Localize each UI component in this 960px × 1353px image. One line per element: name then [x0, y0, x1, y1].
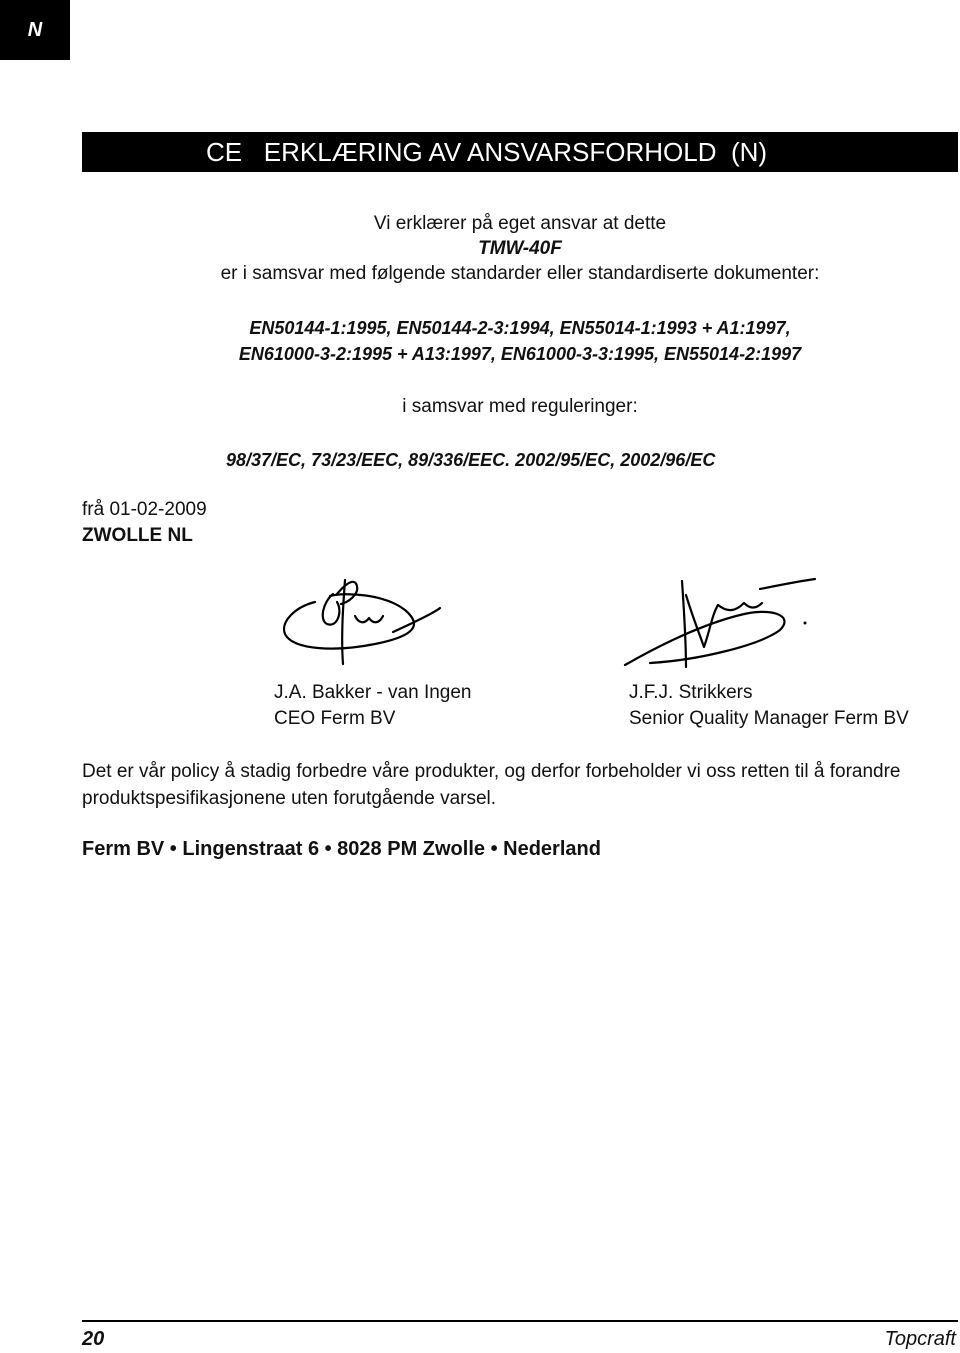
policy-statement: Det er vår policy å stadig forbedre våre produkter, og derfor forbeholder vi oss retten til å forandre produktspesifikasjonene uten forutgående varsel.	[82, 761, 901, 809]
issue-date: frå 01-02-2009	[82, 499, 207, 520]
signatory-2-role: Senior Quality Manager Ferm BV	[629, 708, 909, 729]
page-number: 20	[82, 1328, 105, 1350]
page-title: CE ERKLÆRING AV ANSVARSFORHOLD (N)	[206, 137, 768, 167]
language-tab	[0, 0, 70, 60]
signature-2-image	[620, 575, 820, 670]
brand-name: Topcraft	[884, 1328, 956, 1350]
signatory-1-name: J.A. Bakker - van Ingen	[274, 682, 472, 703]
standards-line-1: EN50144-1:1995, EN50144-2-3:1994, EN55014-1:1993 + A1:1997,	[249, 318, 791, 338]
directives-list: 98/37/EC, 73/23/EEC, 89/336/EEC. 2002/95/EC, 2002/96/EC	[226, 450, 716, 470]
language-code: N	[27, 18, 43, 41]
signature-1-image	[275, 572, 445, 672]
signatory-2-name: J.F.J. Strikkers	[629, 682, 753, 703]
model-name: TMW-40F	[478, 238, 562, 259]
conformity-statement: er i samsvar med følgende standarder eller standardiserte dokumenter:	[220, 263, 820, 284]
footer-divider	[82, 1320, 958, 1322]
title-bar	[82, 132, 958, 172]
company-address: Ferm BV • Lingenstraat 6 • 8028 PM Zwolle • Nederland	[82, 838, 601, 860]
signatory-1-role: CEO Ferm BV	[274, 708, 396, 729]
declaration-intro: Vi erklærer på eget ansvar at dette	[373, 213, 667, 234]
standards-line-2: EN61000-3-2:1995 + A13:1997, EN61000-3-3:1995, EN55014-2:1997	[238, 344, 802, 364]
regulations-lead: i samsvar med reguleringer:	[402, 396, 638, 417]
issue-place: ZWOLLE NL	[82, 525, 193, 546]
